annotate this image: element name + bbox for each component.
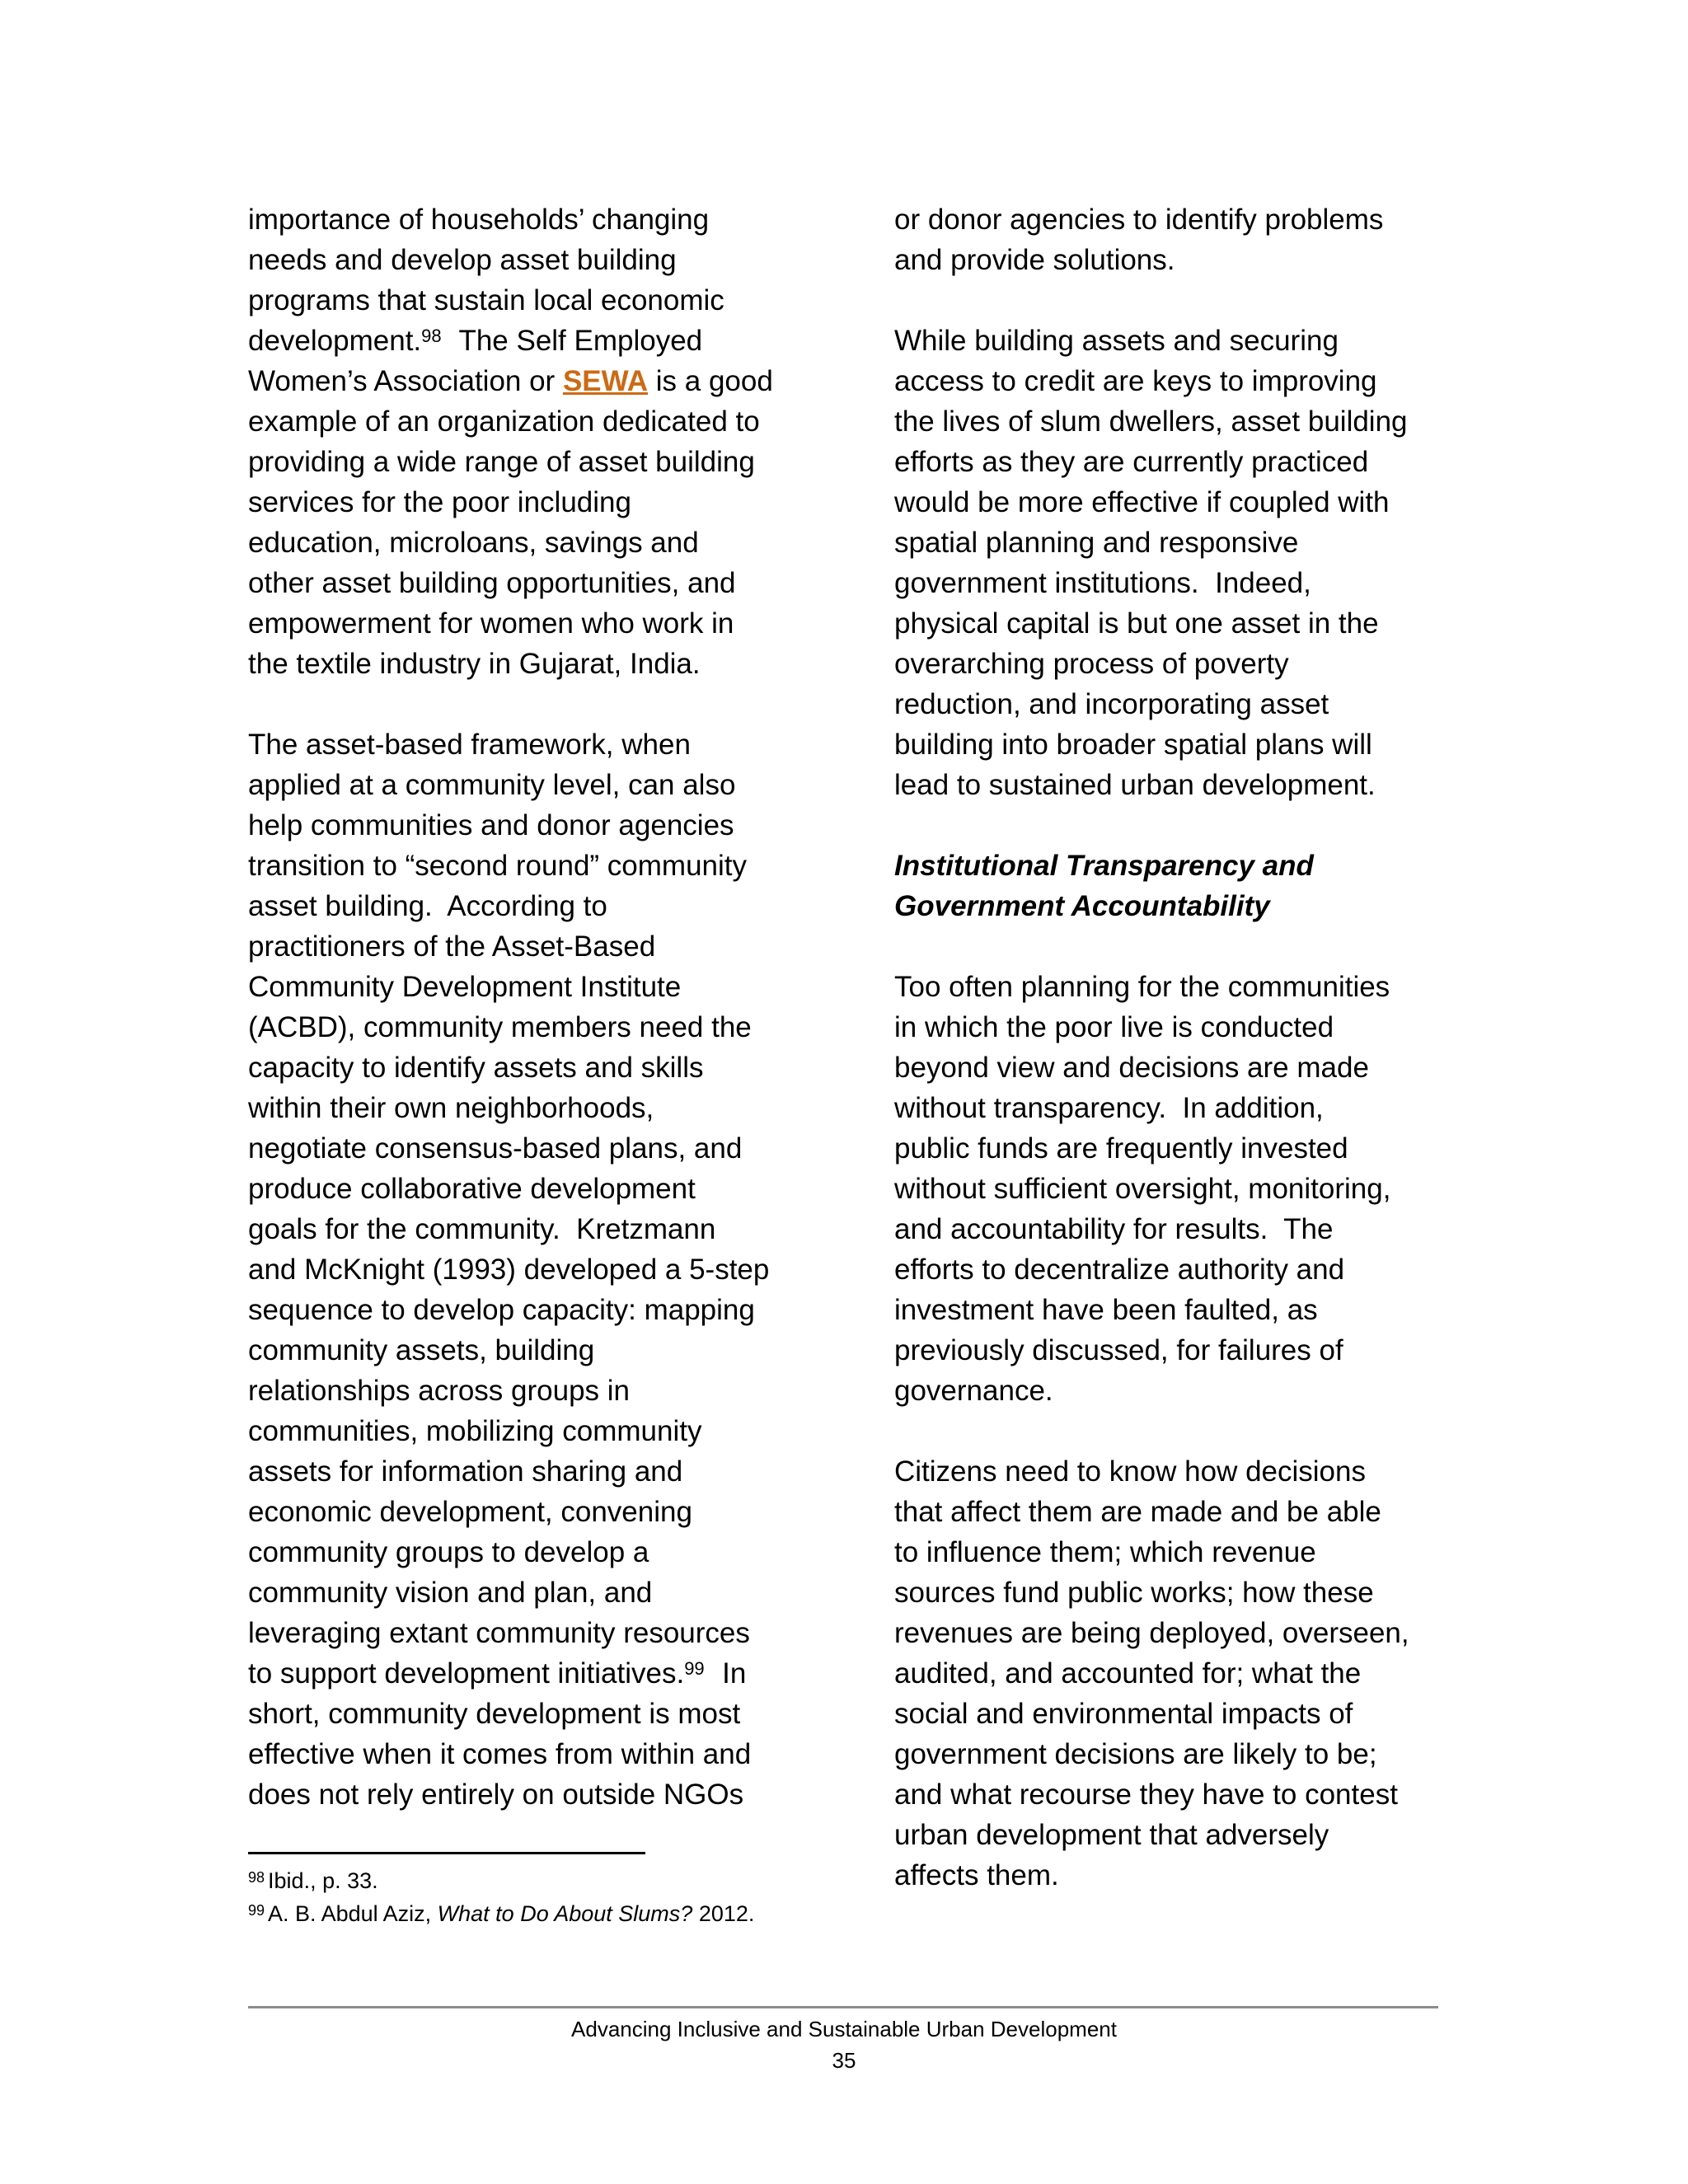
text-line: The asset-based framework, when (248, 729, 691, 761)
text-line: education, microloans, savings and (248, 527, 699, 559)
footnote-ref-98: 98 (421, 326, 442, 346)
footnote-number: 99 (248, 1902, 265, 1919)
text-line: applied at a community level, can also (248, 769, 736, 801)
text-line: communities, mobilizing community (248, 1415, 702, 1447)
text-line: goals for the community. Kretzmann (248, 1213, 716, 1245)
text-line: example of an organization dedicated to (248, 405, 760, 438)
footnote-text: Ibid., p. 33. (268, 1868, 378, 1893)
text-line: investment have been faulted, as (894, 1294, 1318, 1326)
text-line: social and environmental impacts of (894, 1698, 1353, 1730)
paragraph-donor-agencies (894, 199, 1455, 280)
footnote-text: A. B. Abdul Aziz, (268, 1901, 438, 1926)
text-line: building into broader spatial plans will (894, 729, 1372, 761)
text-line: lead to sustained urban development. (894, 769, 1376, 801)
text-line: While building assets and securing (894, 325, 1339, 357)
text-line: capacity to identify assets and skills (248, 1052, 704, 1084)
footer-divider (248, 2006, 1438, 2008)
text-line: audited, and accounted for; what the (894, 1657, 1362, 1690)
text-line: within their own neighborhoods, (248, 1092, 654, 1124)
text-line: other asset building opportunities, and (248, 567, 736, 599)
text-line: government institutions. Indeed, (894, 567, 1311, 599)
page-number: 35 (832, 2048, 856, 2073)
text-line: (ACBD), community members need the (248, 1011, 752, 1043)
text-segment: is a good (648, 365, 773, 397)
text-line: governance. (894, 1375, 1053, 1407)
footnote-99 (248, 1897, 825, 1930)
paragraph-citizens-need-to-know (894, 1451, 1455, 1896)
paragraph-building-assets (894, 321, 1455, 805)
text-line (248, 1653, 809, 1694)
text-line: empowerment for women who work in (248, 607, 734, 640)
text-line: relationships across groups in (248, 1375, 631, 1407)
text-line: to influence them; which revenue (894, 1536, 1316, 1568)
footnote-98 (248, 1864, 825, 1897)
text-line: does not rely entirely on outside NGOs (248, 1779, 744, 1811)
text-line: negotiate consensus-based plans, and (248, 1132, 743, 1165)
text-line: overarching process of poverty (894, 648, 1289, 680)
text-line: asset building. According to (248, 890, 607, 922)
text-line: and McKnight (1993) developed a 5-step (248, 1254, 770, 1286)
footnote-text: 2012. (692, 1901, 755, 1926)
text-segment: In (706, 1657, 747, 1690)
sewa-link[interactable]: SEWA (562, 365, 649, 397)
text-line: public funds are frequently invested (894, 1132, 1348, 1165)
text-line: assets for information sharing and (248, 1455, 683, 1488)
heading-line: Institutional Transparency and (894, 850, 1314, 882)
text-line: effective when it comes from within and (248, 1738, 752, 1770)
text-line: providing a wide range of asset building (248, 446, 755, 478)
text-line (248, 361, 809, 401)
left-column (248, 199, 809, 1815)
text-line: sequence to develop capacity: mapping (248, 1294, 755, 1326)
footnote-ref-99: 99 (684, 1658, 705, 1679)
text-line: revenues are being deployed, overseen, (894, 1617, 1409, 1649)
text-line: services for the poor including (248, 486, 631, 518)
footnote-divider (248, 1852, 645, 1854)
text-line: efforts to decentralize authority and (894, 1254, 1345, 1286)
footnote-book-title: What to Do About Slums? (437, 1901, 693, 1926)
right-column (894, 199, 1455, 1896)
text-line: community vision and plan, and (248, 1577, 653, 1609)
page-footer (0, 2013, 1688, 2076)
paragraph-asset-based-framework (248, 724, 809, 1815)
paragraph-planning-transparency (894, 967, 1455, 1411)
text-line: leveraging extant community resources (248, 1617, 750, 1649)
text-line: in which the poor live is conducted (894, 1011, 1334, 1043)
text-line: needs and develop asset building (248, 244, 677, 276)
text-line: previously discussed, for failures of (894, 1334, 1343, 1366)
text-line: sources fund public works; how these (894, 1577, 1374, 1609)
text-line: urban development that adversely (894, 1819, 1329, 1851)
text-line: the lives of slum dwellers, asset building (894, 405, 1408, 438)
text-line: beyond view and decisions are made (894, 1052, 1369, 1084)
text-segment: Women’s Association or (248, 365, 563, 397)
heading-line: Government Accountability (894, 890, 1270, 922)
text-line: without sufficient oversight, monitoring, (894, 1173, 1391, 1205)
text-segment: development. (248, 325, 422, 357)
text-line: and provide solutions. (894, 244, 1175, 276)
text-line: efforts as they are currently practiced (894, 446, 1369, 478)
text-line: and accountability for results. The (894, 1213, 1334, 1245)
text-line: community assets, building (248, 1334, 595, 1366)
text-line: help communities and donor agencies (248, 809, 734, 841)
text-line: reduction, and incorporating asset (894, 688, 1329, 720)
text-line: the textile industry in Gujarat, India. (248, 648, 701, 680)
text-line: transition to “second round” community (248, 850, 747, 882)
paragraph-asset-building-programs (248, 199, 809, 684)
text-line: and what recourse they have to contest (894, 1779, 1398, 1811)
text-line: government decisions are likely to be; (894, 1738, 1377, 1770)
text-line: physical capital is but one asset in the (894, 607, 1379, 640)
text-line: Citizens need to know how decisions (894, 1455, 1366, 1488)
text-line: without transparency. In addition, (894, 1092, 1324, 1124)
section-heading (894, 846, 1455, 926)
text-segment: to support development initiatives. (248, 1657, 685, 1690)
text-line: produce collaborative development (248, 1173, 696, 1205)
text-line: programs that sustain local economic (248, 284, 724, 316)
text-line: or donor agencies to identify problems (894, 204, 1384, 236)
text-line: practitioners of the Asset-Based (248, 930, 656, 963)
text-line: short, community development is most (248, 1698, 741, 1730)
text-segment: The Self Employed (443, 325, 703, 357)
footer-title: Advancing Inclusive and Sustainable Urban Development (571, 2017, 1117, 2041)
text-line: Community Development Institute (248, 971, 682, 1003)
text-line: spatial planning and responsive (894, 527, 1299, 559)
footnotes (248, 1864, 825, 1930)
text-line: access to credit are keys to improving (894, 365, 1377, 397)
text-line: affects them. (894, 1859, 1059, 1891)
text-line: Too often planning for the communities (894, 971, 1390, 1003)
text-line: community groups to develop a (248, 1536, 649, 1568)
text-line: economic development, convening (248, 1496, 692, 1528)
text-line: importance of households’ changing (248, 204, 710, 236)
text-line (248, 321, 809, 361)
text-line: that affect them are made and be able (894, 1496, 1381, 1528)
footnote-number: 98 (248, 1869, 265, 1886)
text-line: would be more effective if coupled with (894, 486, 1390, 518)
